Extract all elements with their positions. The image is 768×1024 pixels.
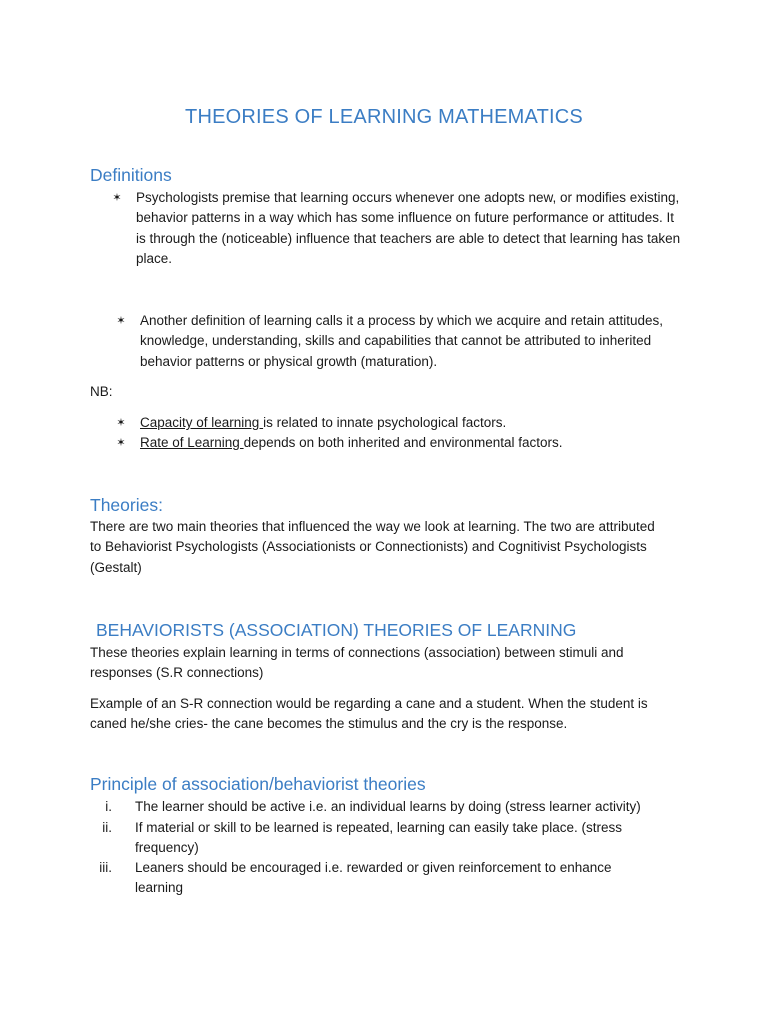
item-number: iii. <box>99 860 112 875</box>
bullet-star-icon: ✶ <box>116 437 126 449</box>
definitions-heading: Definitions <box>90 165 172 185</box>
principle-item: i. The learner should be active i.e. an individual learns by doing (stress learner activity) <box>86 797 686 817</box>
bullet-star-icon: ✶ <box>116 417 126 429</box>
nb-label: NB: <box>90 384 113 399</box>
behaviorists-heading: BEHAVIORISTS (ASSOCIATION) THEORIES OF LEARNING <box>96 620 577 640</box>
principles-heading: Principle of association/behaviorist theories <box>90 774 426 794</box>
principle-item: ii. If material or skill to be learned is repeated, learning can easily take place. (stress frequency) <box>86 818 686 859</box>
behaviorists-paragraph: These theories explain learning in terms of connections (association) between stimuli and responses (S.R connections) <box>90 645 624 681</box>
example-paragraph: Example of an S-R connection would be regarding a cane and a student. When the student is caned he/she cries- the cane becomes the stimulus and the cry is the response. <box>90 696 648 732</box>
nb-underlined-term: Capacity of learning <box>140 415 264 430</box>
theories-paragraph: There are two main theories that influenced the way we look at learning. The two are attributed to Behaviorist Psychologists (Associationists or Connectionists) and Cognitivist Psychologists (Gestalt) <box>90 519 655 575</box>
nb-item: ✶ Capacity of learning is related to innate psychological factors. <box>114 413 694 433</box>
document-title: THEORIES OF LEARNING MATHEMATICS <box>185 106 583 128</box>
bullet-star-icon: ✶ <box>112 192 122 204</box>
item-number: ii. <box>102 820 112 835</box>
principle-item: iii. Leaners should be encouraged i.e. rewarded or given reinforcement to enhance learning <box>86 858 686 899</box>
definition-item: ✶ Psychologists premise that learning occurs whenever one adopts new, or modifies existing, behavior patterns in a way which has some influence on future performance or attitudes. It is through the (noticeable) influence that teachers are able to detect that learning has taken place. <box>110 188 690 270</box>
nb-underlined-term: Rate of Learning <box>140 435 244 450</box>
definition-item: ✶ Another definition of learning calls it a process by which we acquire and retain attitudes, knowledge, understanding, skills and capabilities that cannot be attributed to inherited behavior patterns or physical growth (maturation). <box>114 311 694 373</box>
item-number: i. <box>105 799 112 814</box>
theories-heading: Theories: <box>90 495 163 515</box>
nb-item: ✶ Rate of Learning depends on both inherited and environmental factors. <box>114 433 694 453</box>
bullet-star-icon: ✶ <box>116 315 126 327</box>
